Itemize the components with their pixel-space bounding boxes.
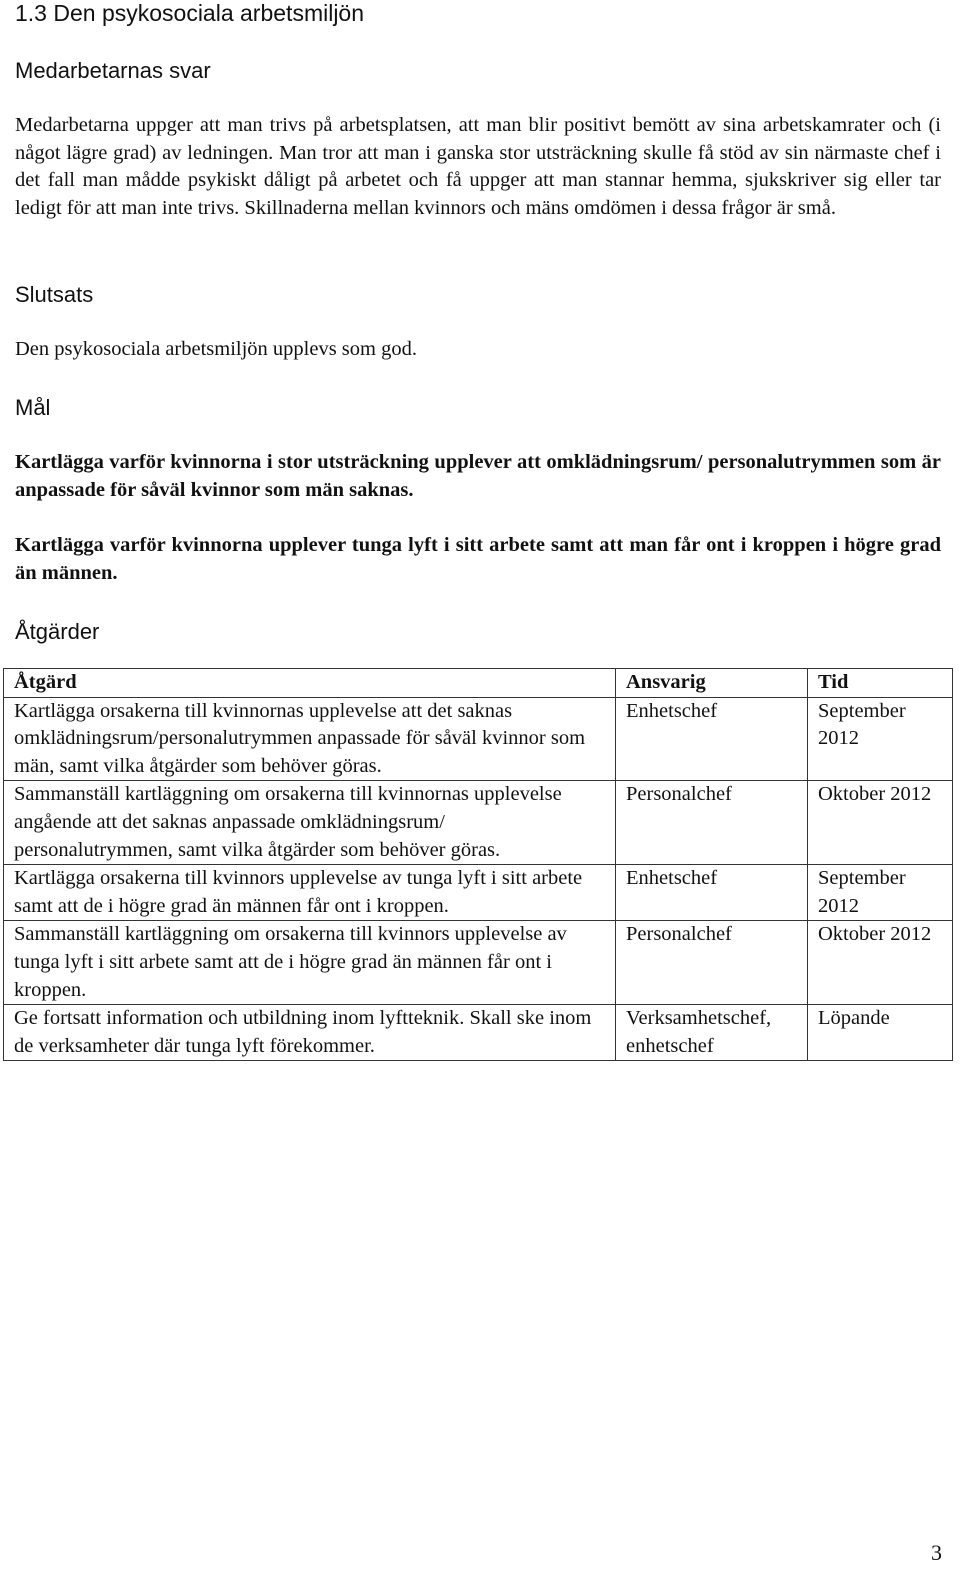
table-row bbox=[4, 781, 953, 865]
subheading-goals: Mål bbox=[15, 395, 51, 420]
cell-action: Ge fortsatt information och utbildning inom lyftteknik. Skall ske inom de verksamheter där tunga lyft förekommer. bbox=[4, 1005, 616, 1061]
cell-responsible: Verksamhetschef, enhetschef bbox=[616, 1005, 808, 1061]
cell-time: Oktober 2012 bbox=[808, 781, 953, 865]
page-number: 3 bbox=[931, 1540, 942, 1565]
goal-paragraph-2: Kartlägga varför kvinnorna upplever tunga lyft i sitt arbete samt att man får ont i kroppen i högre grad än männen. bbox=[15, 534, 941, 584]
cell-time: Löpande bbox=[808, 1005, 953, 1061]
cell-time: September 2012 bbox=[808, 865, 953, 921]
cell-action: Kartlägga orsakerna till kvinnors upplevelse av tunga lyft i sitt arbete samt att de i högre grad än männen får ont i kroppen. bbox=[4, 865, 616, 921]
table-header-row bbox=[4, 669, 953, 698]
cell-action: Sammanställ kartläggning om orsakerna till kvinnornas upplevelse angående att det saknas anpassade omklädningsrum/ personalutrymmen, samt vilka åtgärder som behöver göras. bbox=[4, 781, 616, 865]
header-action: Åtgärd bbox=[4, 669, 616, 698]
cell-action: Sammanställ kartläggning om orsakerna till kvinnors upplevelse av tunga lyft i sitt arbete samt att de i högre grad än männen får ont i kroppen. bbox=[4, 921, 616, 1005]
cell-time: September 2012 bbox=[808, 697, 953, 781]
cell-action: Kartlägga orsakerna till kvinnornas upplevelse att det saknas omklädningsrum/personalutrymmen anpassade för såväl kvinnor som män, samt vilka åtgärder som behöver göras. bbox=[4, 697, 616, 781]
table-row bbox=[4, 1005, 953, 1061]
cell-time: Oktober 2012 bbox=[808, 921, 953, 1005]
cell-responsible: Personalchef bbox=[616, 921, 808, 1005]
actions-table bbox=[3, 668, 953, 1061]
subheading-conclusion: Slutsats bbox=[15, 282, 94, 307]
subheading-actions: Åtgärder bbox=[15, 619, 100, 644]
goal-paragraph-1: Kartlägga varför kvinnorna i stor utsträckning upplever att omklädningsrum/ personalutrymmen som är anpassade för såväl kvinnor som män saknas. bbox=[15, 451, 941, 501]
header-responsible: Ansvarig bbox=[616, 669, 808, 698]
table-row bbox=[4, 921, 953, 1005]
subheading-answers: Medarbetarnas svar bbox=[15, 58, 211, 83]
table-row bbox=[4, 865, 953, 921]
cell-responsible: Enhetschef bbox=[616, 865, 808, 921]
section-title: 1.3 Den psykosociala arbetsmiljön bbox=[15, 0, 365, 26]
answers-paragraph: Medarbetarna uppger att man trivs på arbetsplatsen, att man blir positivt bemött av sina arbetskamrater och (i något lägre grad) av ledningen. Man tror att man i ganska stor utsträckning skulle få stöd av sin närmaste chef i det fall man mådde psykiskt dåligt på arbetet och få uppger att man stannar hemma, sjukskriver sig eller tar ledigt för att man inte trivs. Skillnaderna mellan kvinnors och mäns omdömen i dessa frågor är små. bbox=[15, 114, 941, 219]
conclusion-paragraph: Den psykosociala arbetsmiljön upplevs som god. bbox=[15, 338, 417, 360]
table-row bbox=[4, 697, 953, 781]
header-time: Tid bbox=[808, 669, 953, 698]
cell-responsible: Enhetschef bbox=[616, 697, 808, 781]
cell-responsible: Personalchef bbox=[616, 781, 808, 865]
